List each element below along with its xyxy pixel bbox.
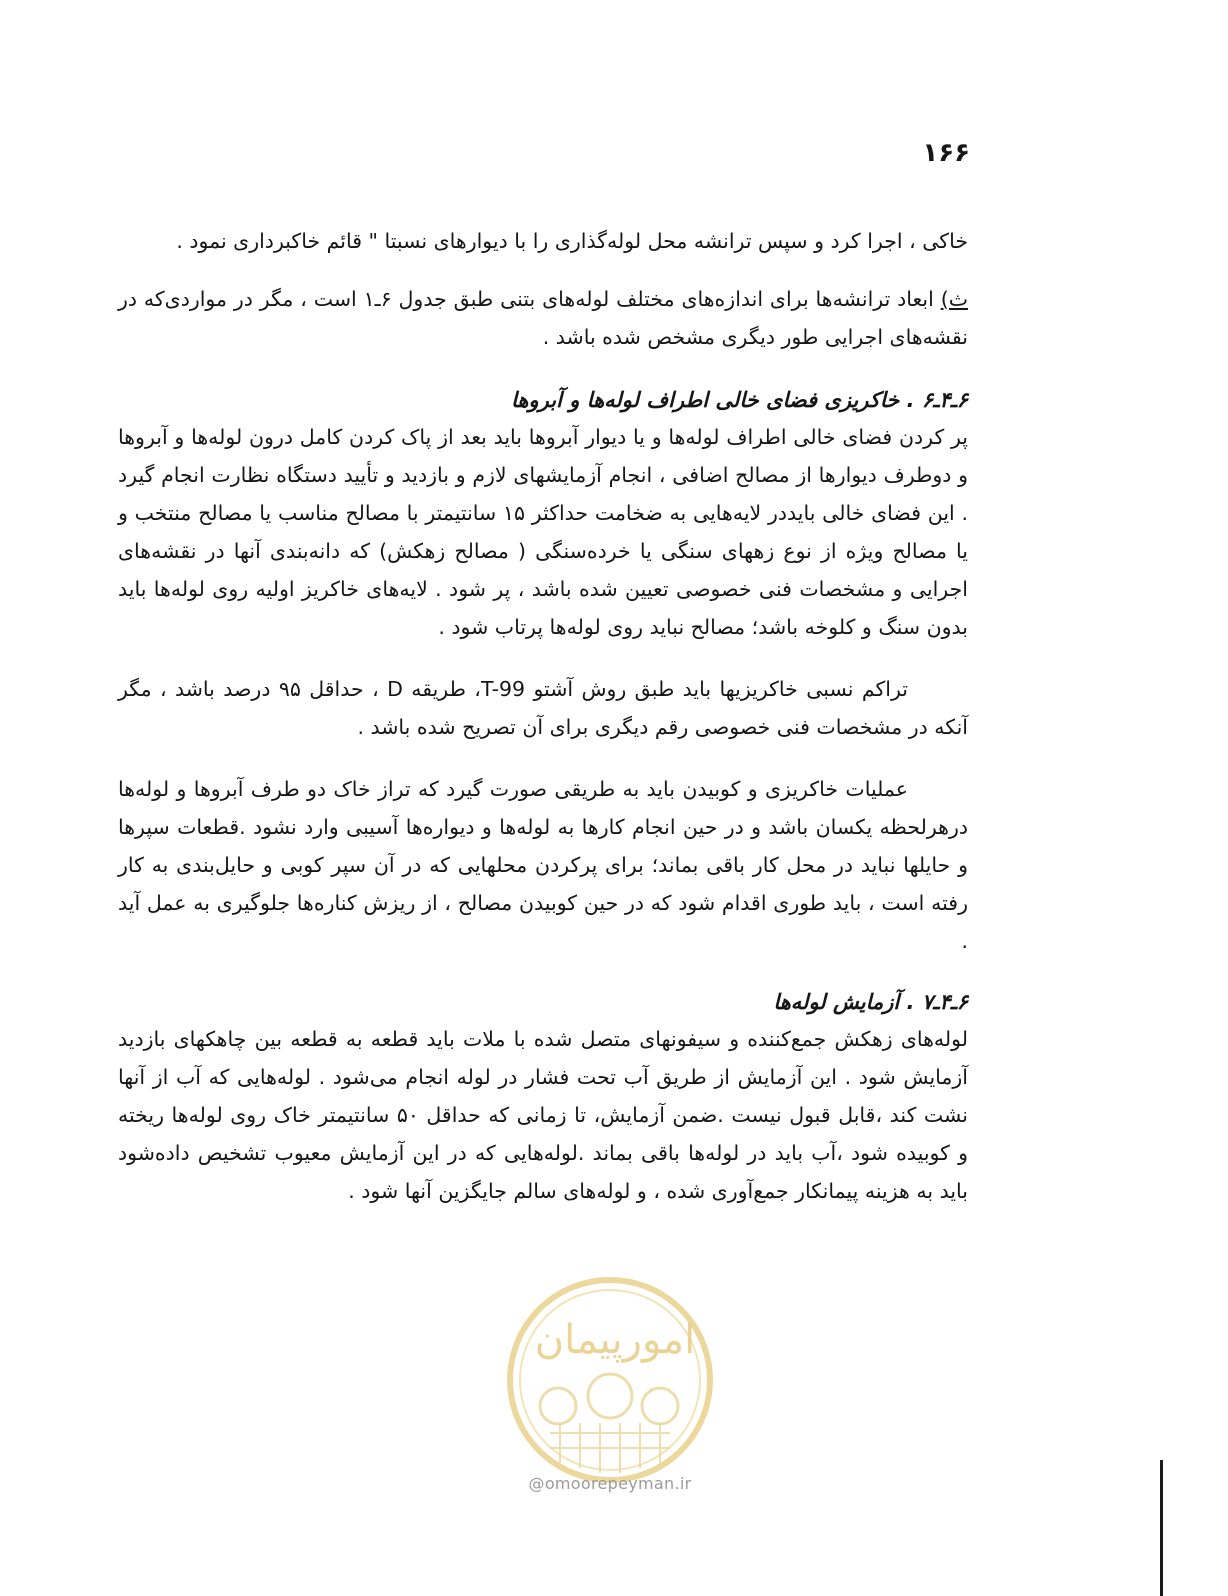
watermark-caption: @omoorepeyman.ir: [528, 1474, 692, 1493]
grid-icon: [550, 1423, 670, 1473]
operations-paragraph: عملیات خاکریزی و کوبیدن باید به طریقی صورت گیرد که تراز خاک دو طرف آبروها و لوله‌ها درهرلحظه یکسان باشد و در حین انجام کارها به لوله‌ها و دیواره‌ها آسیبی وارد نشود .قطعات سپرها و حایلها نباید در محل کار باقی بماند؛ برای پرکردن محلهایی که در آن سپر کوبی و حایل‌بندی به کار رفته است ، باید طوری اقدام شود که در حین کوبیدن مصالح ، از ریزش کناره‌ها جلوگیری به عمل آید .: [118, 777, 968, 953]
watermark-logo-text: امورپیمان: [534, 1317, 696, 1363]
backfill-paragraph: پر کردن فضای خالی اطراف لوله‌ها و یا دیوار آبروها باید بعد از پاک کردن کامل درون لوله‌ها و آبروها و دوطرف دیوارها از مصالح اضافی ، انجام آزمایشهای لازم و بازدید و تأیید دستگاه نظارت انجام گیرد . این فضای خالی بایددر لایه‌هایی به ضخامت حداکثر ۱۵ سانتیمتر با مصالح مناسب یا مصالح منتخب و یا مصالح ویژه از نوع زهها‌ی سنگی یا خرده‌سنگی ( مصالح زهکش) که دانه‌بندی آنها در نقشه‌های اجرایی و مشخصات فنی خصوصی تعیین شده باشد ، پر شود . لایه‌های خاکریز اولیه روی لوله‌ها باید بدون سنگ و کلوخه باشد؛ مصالح نباید روی لوله‌ها پرتاب شود .: [118, 425, 968, 639]
pipe-test-paragraph: لوله‌های زهکش جمع‌کننده و سیفونهای متصل شده با ملات باید قطعه به قطعه بین چاهکهای بازدید آزمایش شود . این آزمایش از طریق آب تحت فشار در لوله انجام می‌شود . لوله‌هایی که آب از آنها نشت کند ،قابل قبول نیست .ضمن آزمایش، تا زمانی که حداقل ۵۰ سانتیمتر خاک روی لوله‌ها ریخته و کوبیده شود ،آب باید در لوله‌ها باقی بماند .لوله‌هایی که در این آزمایش معیوب تشخیص داده‌شود باید به هزینه پیمانکار جمع‌آوری شده ، و لوله‌های سالم جایگزین آنها شود .: [118, 1027, 969, 1203]
item-paragraph: [118, 280, 968, 356]
carryover-paragraph: خاکی ، اجرا کرد و سپس ترانشه محل لوله‌گذاری را با دیوارهای نسبتا " قائم خاکبرداری نمود .: [176, 229, 968, 253]
watermark-ring: [510, 1280, 710, 1480]
watermark-logo: [480, 1268, 740, 1508]
section-heading-backfill: ۶ـ۴ـ۶ . خاکریزی فضای خالی اطراف لوله‌ها و آبروها: [511, 388, 968, 412]
page-number: ۱۶۶: [922, 138, 970, 168]
item-text: ابعاد ترانشه‌ها برای اندازه‌های مختلف لوله‌های بتنی طبق جدول ۶ـ۱ است ، مگر در مواردی‌که در نقشه‌های اجرایی طور دیگری مشخص شده باشد .: [118, 287, 968, 349]
margin-line: [1160, 1460, 1163, 1596]
gear-icon: [540, 1374, 678, 1424]
section-heading-pipe-test: ۶ـ۴ـ۷ . آزمایش لوله‌ها: [773, 990, 968, 1014]
compaction-paragraph: تراکم نسبی خاکریزیها باید طبق روش آشتو T-99، طریقه D ، حداقل ۹۵ درصد باشد ، مگر آنکه در مشخصات فنی خصوصی رقم دیگری برای آن تصریح شده باشد .: [118, 677, 968, 739]
item-label: ث): [940, 287, 969, 311]
page-body: [118, 222, 968, 1210]
